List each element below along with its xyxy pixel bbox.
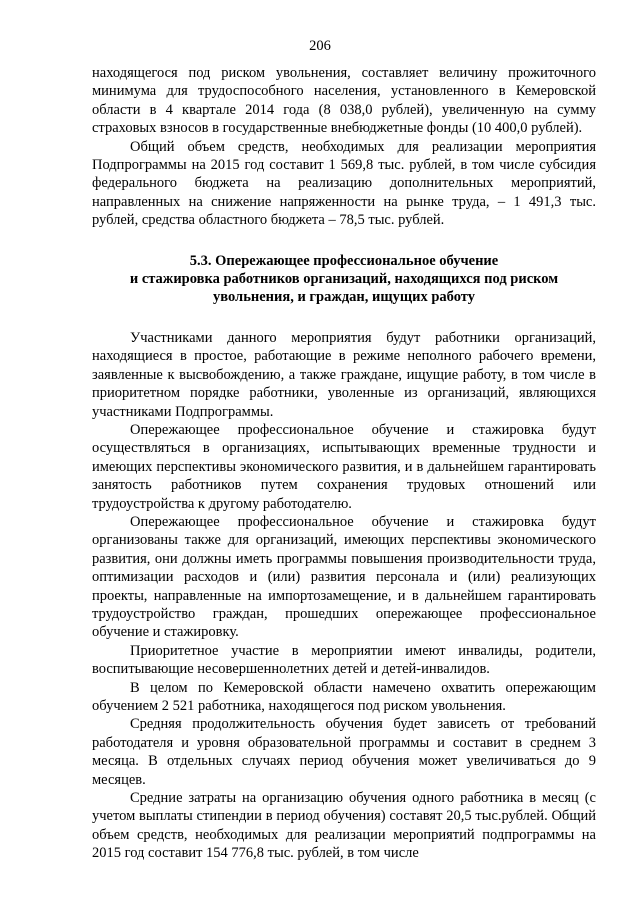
paragraph: В целом по Кемеровской области намечено охватить опережающим обучением 2 521 работника, находящегося под риском увольнения. — [92, 679, 596, 714]
section-heading-line: и стажировка работников организаций, находящихся под риском — [129, 271, 559, 288]
paragraph: Участниками данного мероприятия будут работники организаций, находящиеся в простое, работающие в режиме неполного рабочего времени, заявленные к высвобождению, а также граждане, ищущие работу, в том числе в приоритетном порядке работники, уволенные из организаций, являющихся участниками Подпрограммы. — [92, 329, 596, 420]
section-heading — [92, 252, 596, 307]
paragraph: Средняя продолжительность обучения будет зависеть от требований работодателя и уровня образовательной программы и составит в среднем 3 месяца. В отдельных случаях период обучения может увеличиваться до 9 месяцев. — [92, 716, 596, 788]
paragraph: Общий объем средств, необходимых для реализации мероприятия Подпрограммы на 2015 год составит 1 569,8 тыс. рублей, в том числе субсидия федерального бюджета на реализацию дополнительных мероприятий, направленных на снижение напряженности на рынке труда, – 1 491,3 тыс. рублей, средства областного бюджета – 78,5 тыс. рублей. — [92, 138, 596, 229]
paragraph: Приоритетное участие в мероприятии имеют инвалиды, родители, воспитывающие несовершеннолетних детей и детей-инвалидов. — [92, 642, 596, 678]
paragraph: Опережающее профессиональное обучение и стажировка будут организованы также для организаций, имеющих перспективы экономического развития, они должны иметь программы повышения производительности труда, оптимизации расходов и (или) развития персонала и (или) реализующих проекты, направленные на импортозамещение, и в дальнейшем гарантировать трудоустройство граждан, прошедших опережающее профессиональное обучение и стажировку. — [92, 513, 596, 641]
section-heading-line: 5.3. Опережающее профессиональное обучение — [189, 252, 499, 269]
document-body — [92, 64, 596, 863]
section-heading-line: увольнения, и граждан, ищущих работу — [213, 289, 475, 306]
page-number: 206 — [309, 38, 331, 54]
paragraph: находящегося под риском увольнения, составляет величину прожиточного минимума для трудоспособного населения, установленного в Кемеровской области в 4 квартале 2014 года (8 038,0 рублей), увеличенную на сумму страховых взносов в государственные внебюджетные фонды (10 400,0 рублей). — [92, 65, 596, 137]
paragraph: Опережающее профессиональное обучение и стажировка будут осуществляться в организациях, испытывающих временные трудности и имеющих перспективы экономического развития, и в дальнейшем гарантировать занятость работников путем сохранения трудовых отношений или трудоустройства к другому работодателю. — [92, 421, 596, 512]
paragraph: Средние затраты на организацию обучения одного работника в месяц (с учетом выплаты стипендии в период обучения) составят 20,5 тыс.рублей. Общий объем средств, необходимых для реализации мероприятий подпрограммы на 2015 год составит 154 776,8 тыс. рублей, в том числе — [92, 790, 596, 862]
